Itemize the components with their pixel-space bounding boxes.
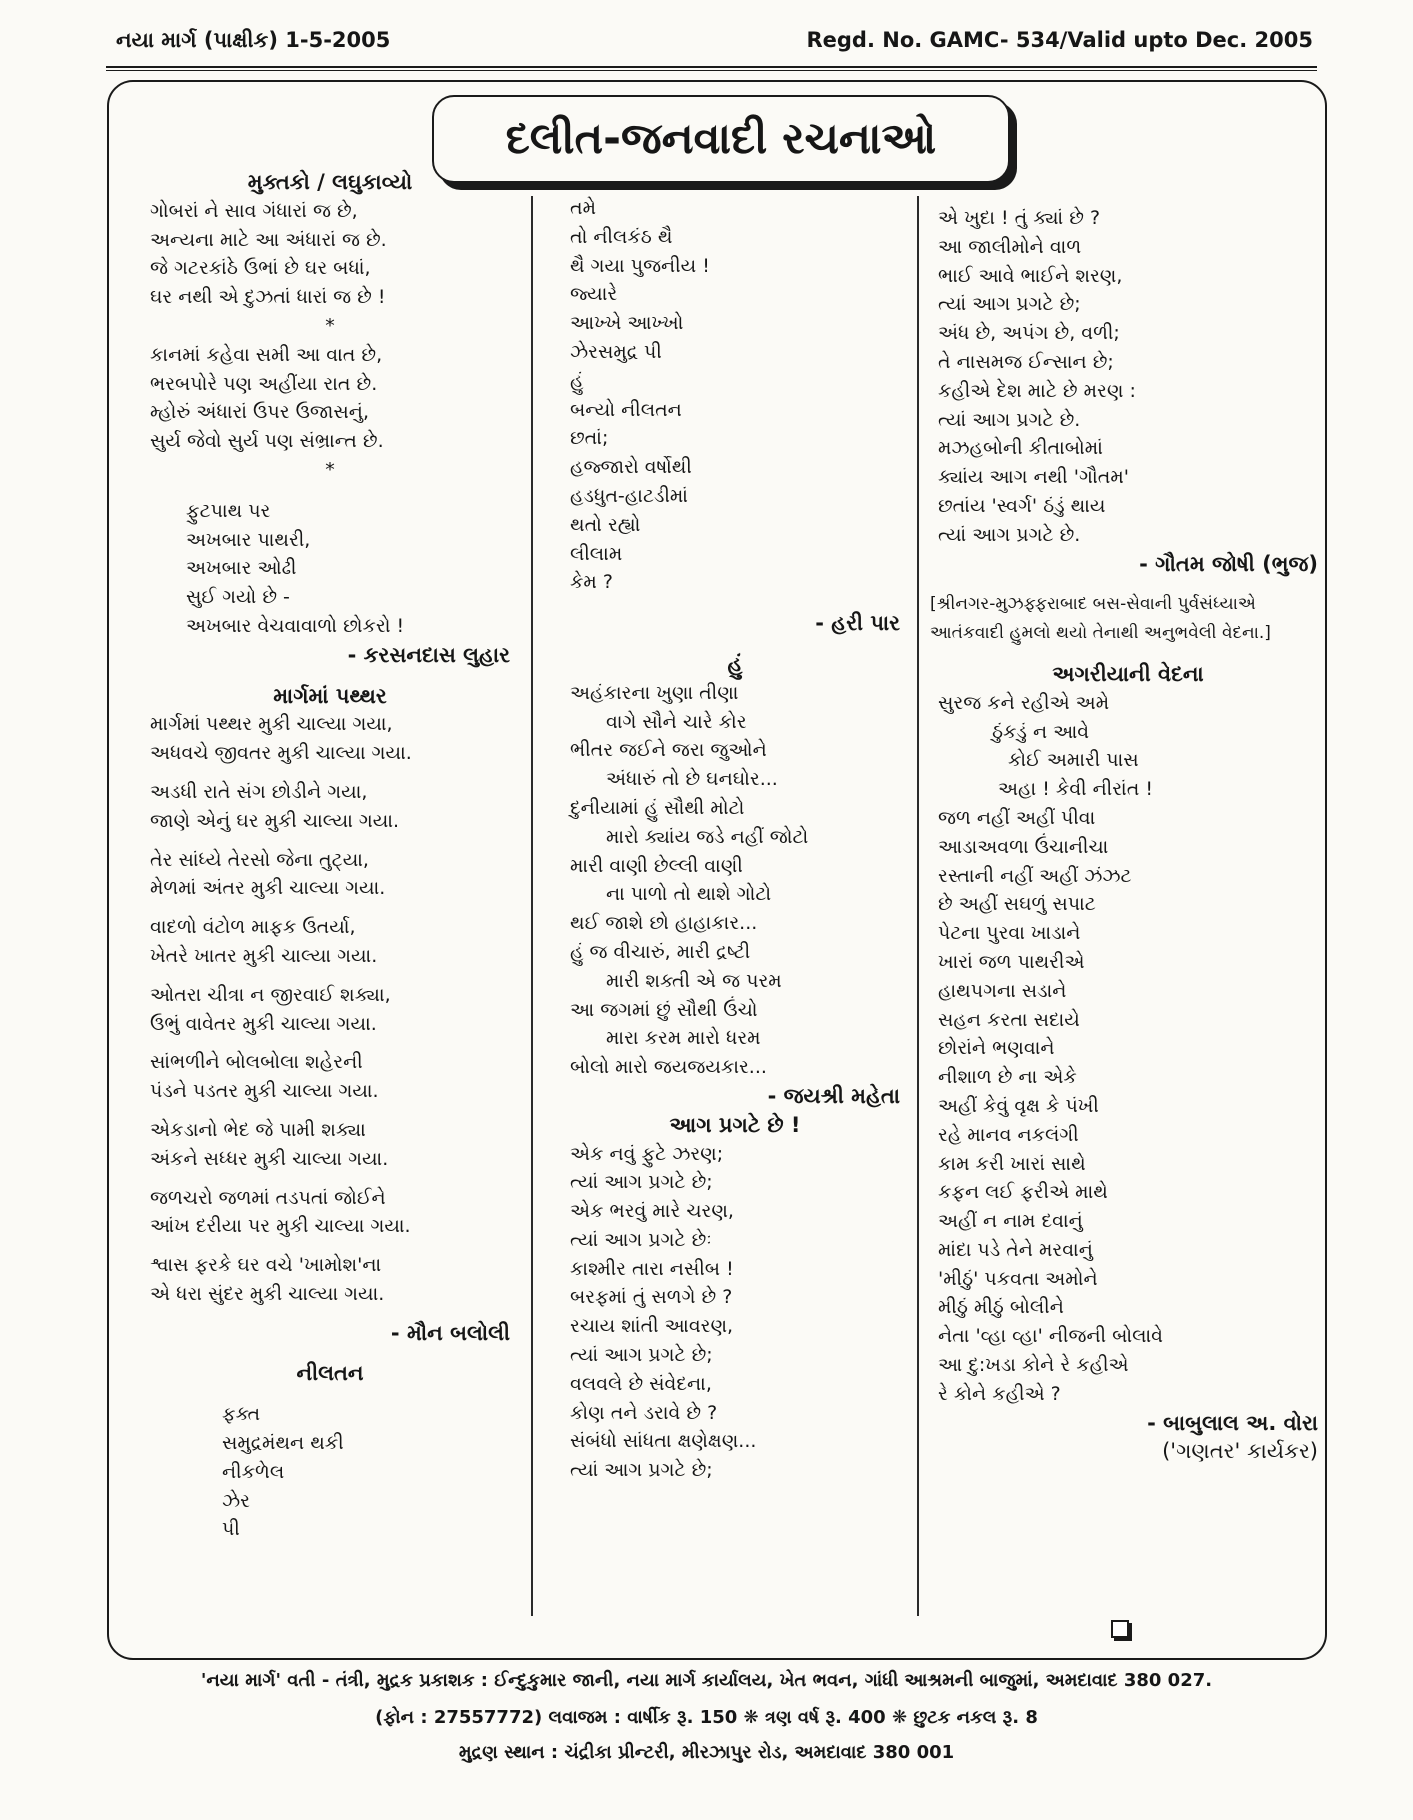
poem-line: સુરજ કને રહીએ અમે [938, 691, 1110, 714]
poem-line: મઝહબોની કીતાબોમાં [938, 437, 1103, 460]
poem-line: કોઈ અમારી પાસ [1008, 749, 1139, 772]
poem-line: બન્યો નીલતન [570, 398, 682, 421]
couplet [150, 846, 510, 904]
author-karsandas: - કરસનદાસ લુહાર [347, 642, 510, 667]
footer-subscription: (ફોન : 27557772) લવાજમ : વાર્ષીક રૂ. 150 ❋ ત્રણ વર્ષ રૂ. 400 ❋ છુટક નકલ રૂ. 8 [375, 1707, 1038, 1728]
poem-line: ઝેરસમુદ્ર પી [570, 340, 662, 363]
agariya-heading: અગરીયાની વેદના [1052, 661, 1204, 686]
aag-heading: આગ પ્રગટે છે ! [669, 1112, 801, 1137]
poem-line: જે ગટરકાંઠે ઉભાં છે ઘર બધાં, [150, 257, 371, 280]
poem-line: કહીએ દેશ માટે છે મરણ : [938, 379, 1136, 402]
poem-line: નેતા 'વ્હા વ્હા' નીજની બોલાવે [938, 1325, 1163, 1348]
couplet [150, 913, 510, 971]
couplet [150, 710, 510, 768]
poem-line: પંડને પડતર મુકી ચાલ્યા ગયા. [150, 1080, 379, 1103]
poem-line: 'મીઠું' પકવતા અમોને [938, 1267, 1098, 1290]
muktako-stanza-3 [150, 497, 510, 641]
editor-note [930, 590, 1318, 648]
poem-line: એ ધરા સુંદર મુકી ચાલ્યા ગયા. [150, 1282, 385, 1305]
couplet [150, 778, 510, 836]
poem-line: ત્યાં આગ પ્રગટે છે. [938, 408, 1081, 431]
poem-line: આ જગમાં છું સૌથી ઉંચો [570, 998, 758, 1021]
column-left [150, 168, 510, 1544]
poem-line: આડાઅવળા ઉંચાનીચા [938, 835, 1109, 858]
poem-line: હું જ વીચારું, મારી દ્રષ્ટી [570, 940, 751, 963]
poem-line: થઈ જાશે છો હાહાકાર... [570, 912, 758, 935]
poem-line: મારી શક્તી એ જ પરમ [606, 969, 782, 992]
poem-line: હું [570, 369, 584, 392]
poem-line: ઝેર [222, 1489, 250, 1512]
poem-line: જળચરો જળમાં તડપતાં જોઈને [150, 1186, 386, 1209]
poem-line: મીઠું મીઠું બોલીને [938, 1296, 1064, 1319]
poem-line: શ્વાસ ફરકે ઘર વચે 'ખામોશ'ના [150, 1254, 382, 1277]
poem-line: અખબાર પાથરી, [186, 528, 311, 551]
poem-line: એકડાનો ભેદ જે પામી શક્યા [150, 1118, 366, 1141]
poem-line: સહન કરતા સદાયે [938, 1008, 1080, 1031]
poem-line: વાદળો વંટોળ માફક ઉતર્યા, [150, 916, 356, 939]
marg-heading: માર્ગમાં પથ્થર [273, 683, 387, 708]
poem-line: ત્યાં આગ પ્રગટે છે; [938, 293, 1081, 316]
poem-line: તો નીલકંઠ થૈ [570, 225, 673, 248]
poem-line: છતાં; [570, 427, 609, 450]
author-babulal-vora: - બાબુલાલ અ. વોરા [1147, 1410, 1318, 1435]
couplet [150, 1251, 510, 1309]
column-divider-right [917, 196, 919, 1616]
poem-line: કફન લઈ ફરીએ માથે [938, 1181, 1108, 1204]
poem-line: આતંકવાદી હુમલો થયો તેનાથી અનુભવેલી વેદના.] [930, 623, 1271, 644]
poem-line: મારા કરમ મારો ધરમ [606, 1027, 761, 1050]
poem-line: અખબાર ઓઢી [186, 557, 297, 580]
author-jayshree-maheta: - જયશ્રી મહેતા [767, 1083, 900, 1108]
column-right [930, 204, 1318, 1466]
agariya-poem [938, 689, 1318, 1409]
poem-line: આ જાલીમોને વાળ [938, 235, 1082, 258]
poem-line: ગોબરાં ને સાવ ગંધારાં જ છે, [150, 199, 358, 222]
hu-heading: હું [727, 651, 743, 676]
author-maun-baloli: - મૌન બલોલી [390, 1320, 510, 1345]
poem-line: કાનમાં કહેવા સમી આ વાત છે, [150, 343, 383, 366]
poem-line: ખેતરે ખાતર મુકી ચાલ્યા ગયા. [150, 944, 378, 967]
poem-line: છોરાંને ભણવાને [938, 1037, 1055, 1060]
poem-line: અંકને સધ્ધર મુકી ચાલ્યા ગયા. [150, 1147, 389, 1170]
poem-line: પેટના પુરવા ખાડાને [938, 922, 1081, 945]
poem-line: ત્યાં આગ પ્રગટે છે; [570, 1344, 713, 1367]
author-role: ('ગણતર' કાર્યકર) [1162, 1439, 1318, 1464]
poem-line: ફક્ત [222, 1403, 261, 1426]
poem-line: અહીં ન નામ દવાનું [938, 1210, 1083, 1233]
poem-line: એક ભરવું મારે ચરણ, [570, 1200, 734, 1223]
poem-line: ઓતરા ચીત્રા ન જીરવાઈ શક્યા, [150, 983, 391, 1006]
muktako-stanza-1 [150, 197, 510, 312]
poem-line: બોલો મારો જયજયકાર... [570, 1056, 767, 1079]
poem-line: ત્યાં આગ પ્રગટે છેઃ [570, 1228, 712, 1251]
marg-poem [150, 710, 510, 1308]
poem-line: વાગે સૌને ચારે કોર [606, 710, 747, 733]
column-middle [570, 194, 900, 1485]
poem-line: ત્યાં આગ પ્રગટે છે; [570, 1171, 713, 1194]
poem-line: અહંકારના ખુણા તીણા [570, 681, 739, 704]
header-rule-thin [106, 70, 1317, 71]
poem-line: આખ્ખે આખ્ખો [570, 312, 684, 335]
poem-line: અધવચે જીવતર મુકી ચાલ્યા ગયા. [150, 742, 412, 765]
poem-line: થૈ ગયા પુજનીય ! [570, 254, 710, 277]
poem-line: વલવલે છે સંવેદના, [570, 1372, 712, 1395]
poem-line: તે નાસમજ ઈન્સાન છે; [938, 350, 1114, 373]
poem-line: હડધુત-હાટડીમાં [570, 484, 688, 507]
end-mark-icon [1111, 1620, 1129, 1638]
author-gautam-joshi: - ગૌતમ જોષી (ભુજ) [1139, 551, 1318, 576]
poem-line: ઠુંકડું ન આવે [992, 720, 1090, 743]
poem-line: જાણે એનું ઘર મુકી ચાલ્યા ગયા. [150, 809, 400, 832]
nilatan-continued [570, 194, 900, 597]
couplet [150, 1048, 510, 1106]
muktako-stanza-2 [150, 341, 510, 456]
header-rule [106, 66, 1317, 68]
poem-line: અડધી રાતે સંગ છોડીને ગયા, [150, 780, 368, 803]
poem-line: દુનીયામાં હું સૌથી મોટો [570, 796, 745, 819]
poem-line: ભીતર જઈને જરા જુઓને [570, 739, 767, 762]
poem-line: એક નવું ફુટે ઝરણ; [570, 1142, 724, 1165]
footer-publisher: 'નયા માર્ગ' વતી - તંત્રી, મુદ્રક પ્રકાશક : ઈન્દુકુમાર જાની, નયા માર્ગ કાર્યાલય, ખેત ભવન, ગાંધી આશ્રમની બાજુમાં, અમદાવાદ 380 027. [200, 1670, 1213, 1691]
poem-line: હજ્જારો વર્ષોથી [570, 456, 692, 479]
poem-line: ફુટપાથ પર [186, 499, 271, 522]
poem-line: માંદા પડે તેને મરવાનું [938, 1238, 1093, 1261]
poem-line: રચાય શાંતી આવરણ, [570, 1315, 734, 1338]
poem-line: થતો રહ્યો [570, 513, 641, 536]
poem-line: તેર સાંધ્યે તેરસો જેના તુટ્યા, [150, 848, 369, 871]
separator-star: * [325, 458, 335, 481]
poem-line: મ્હોરું અંધારાં ઉપર ઉજાસનું, [150, 401, 370, 424]
poem-line: મારી વાણી છેલ્લી વાણી [570, 854, 743, 877]
author-hari-paar: - હરી પાર [815, 611, 900, 636]
poem-line: જ્યારે [570, 283, 618, 306]
poem-line: લીલામ [570, 542, 623, 565]
aag-continued [938, 204, 1318, 550]
page-header-left: નયા માર્ગ (પાક્ષીક) 1-5-2005 [116, 28, 391, 52]
poem-line: સુર્ય જેવો સુર્ય પણ સંભ્રાન્ત છે. [150, 430, 384, 453]
poem-line: આંખ દરીયા પર મુકી ચાલ્યા ગયા. [150, 1215, 411, 1238]
poem-line: ના પાળો તો થાશે ગોટો [606, 883, 772, 906]
poem-line: સાંભળીને બોલબોલા શહેરની [150, 1051, 363, 1074]
poem-line: બરફમાં તું સળગે છે ? [570, 1286, 733, 1309]
poem-line: રે કોને કહીએ ? [938, 1382, 1061, 1405]
poem-line: એ ખુદા ! તું ક્યાં છે ? [938, 207, 1101, 229]
poem-line: ઘર નથી એ દુઝતાં ધારાં જ છે ! [150, 286, 386, 309]
nilatan-lines [150, 1400, 510, 1544]
poem-line: અન્યના માટે આ અંધારાં જ છે. [150, 228, 387, 251]
couplet [150, 1116, 510, 1174]
nilatan-heading: નીલતન [296, 1361, 364, 1386]
footer-printer: મુદ્રણ સ્થાન : ચંદ્રીકા પ્રીન્ટરી, મીરઝાપુર રોડ, અમદાવાદ 380 001 [458, 1742, 955, 1763]
poem-line: કોણ તને ડરાવે છે ? [570, 1401, 718, 1424]
poem-line: મારો ક્યાંય જડે નહીં જોટો [606, 825, 809, 848]
poem-line: ત્યાં આગ પ્રગટે છે. [938, 523, 1081, 546]
poem-line: અંધારું તો છે ઘનઘોર... [606, 768, 778, 791]
poem-line: [શ્રીનગર-મુઝફ્ફરાબાદ બસ-સેવાની પુર્વસંધ્યાએ [930, 594, 1256, 615]
couplet [150, 1184, 510, 1242]
poem-line: રહે માનવ નકલંગી [938, 1123, 1079, 1146]
separator-star: * [325, 314, 335, 337]
poem-line: ઉભું વાવેતર મુકી ચાલ્યા ગયા. [150, 1012, 377, 1035]
poem-line: નીકળેલ [222, 1460, 285, 1483]
poem-line: કેમ ? [570, 571, 613, 594]
poem-line: છે અહીં સઘળું સપાટ [938, 893, 1096, 916]
poem-line: સમુદ્રમંથન થકી [222, 1432, 344, 1455]
poem-line: કાશ્મીર તારા નસીબ ! [570, 1257, 734, 1280]
poem-line: માર્ગમાં પથ્થર મુકી ચાલ્યા ગયા, [150, 713, 393, 736]
poem-line: અહા ! કેવી નીરાંત ! [998, 778, 1153, 801]
column-divider-left [531, 196, 533, 1616]
poem-line: ખારાં જળ પાથરીએ [938, 950, 1085, 973]
muktako-heading: મુક્તકો / લઘુકાવ્યો [247, 170, 413, 194]
poem-line: આ દુ:ખડા કોને રે કહીએ [938, 1354, 1129, 1377]
page-title: દલીત-જનવાદી રચનાઓ [432, 95, 1010, 183]
hu-poem [570, 679, 900, 1082]
poem-line: હાથપગના સડાને [938, 979, 1067, 1002]
poem-line: સંબંધો સાંધતા ક્ષણેક્ષણ... [570, 1430, 757, 1453]
poem-line: કામ કરી ખારાં સાથે [938, 1152, 1086, 1175]
poem-line: સુઈ ગયો છે - [186, 586, 290, 609]
poem-line: અંધ છે, અપંગ છે, વળી; [938, 322, 1120, 345]
poem-line: અખબાર વેચવાવાળો છોકરો ! [186, 614, 405, 637]
aag-poem [570, 1140, 900, 1486]
page-header-right: Regd. No. GAMC- 534/Valid upto Dec. 2005 [806, 28, 1313, 52]
poem-line: મેળમાં અંતર મુકી ચાલ્યા ગયા. [150, 877, 386, 900]
poem-line: જળ નહીં અહીં પીવા [938, 806, 1096, 829]
poem-line: ક્યાંય આગ નથી 'ગૌતમ' [938, 466, 1129, 489]
poem-line: ભાઈ આવે ભાઈને શરણ, [938, 264, 1123, 287]
poem-line: તમે [570, 197, 597, 219]
poem-line: નીશાળ છે ના એકે [938, 1066, 1077, 1089]
poem-line: પી [222, 1518, 240, 1541]
couplet [150, 981, 510, 1039]
poem-line: ત્યાં આગ પ્રગટે છે; [570, 1459, 713, 1482]
poem-line: રસ્તાની નહીં અહીં ઝંઝટ [938, 864, 1132, 887]
poem-line: અહીં કેવું વૃક્ષ કે પંખી [938, 1094, 1099, 1117]
poem-line: છતાંય 'સ્વર્ગ' ઠંડું થાય [938, 494, 1106, 517]
poem-line: ભરબપોરે પણ અહીંયા રાત છે. [150, 372, 378, 395]
